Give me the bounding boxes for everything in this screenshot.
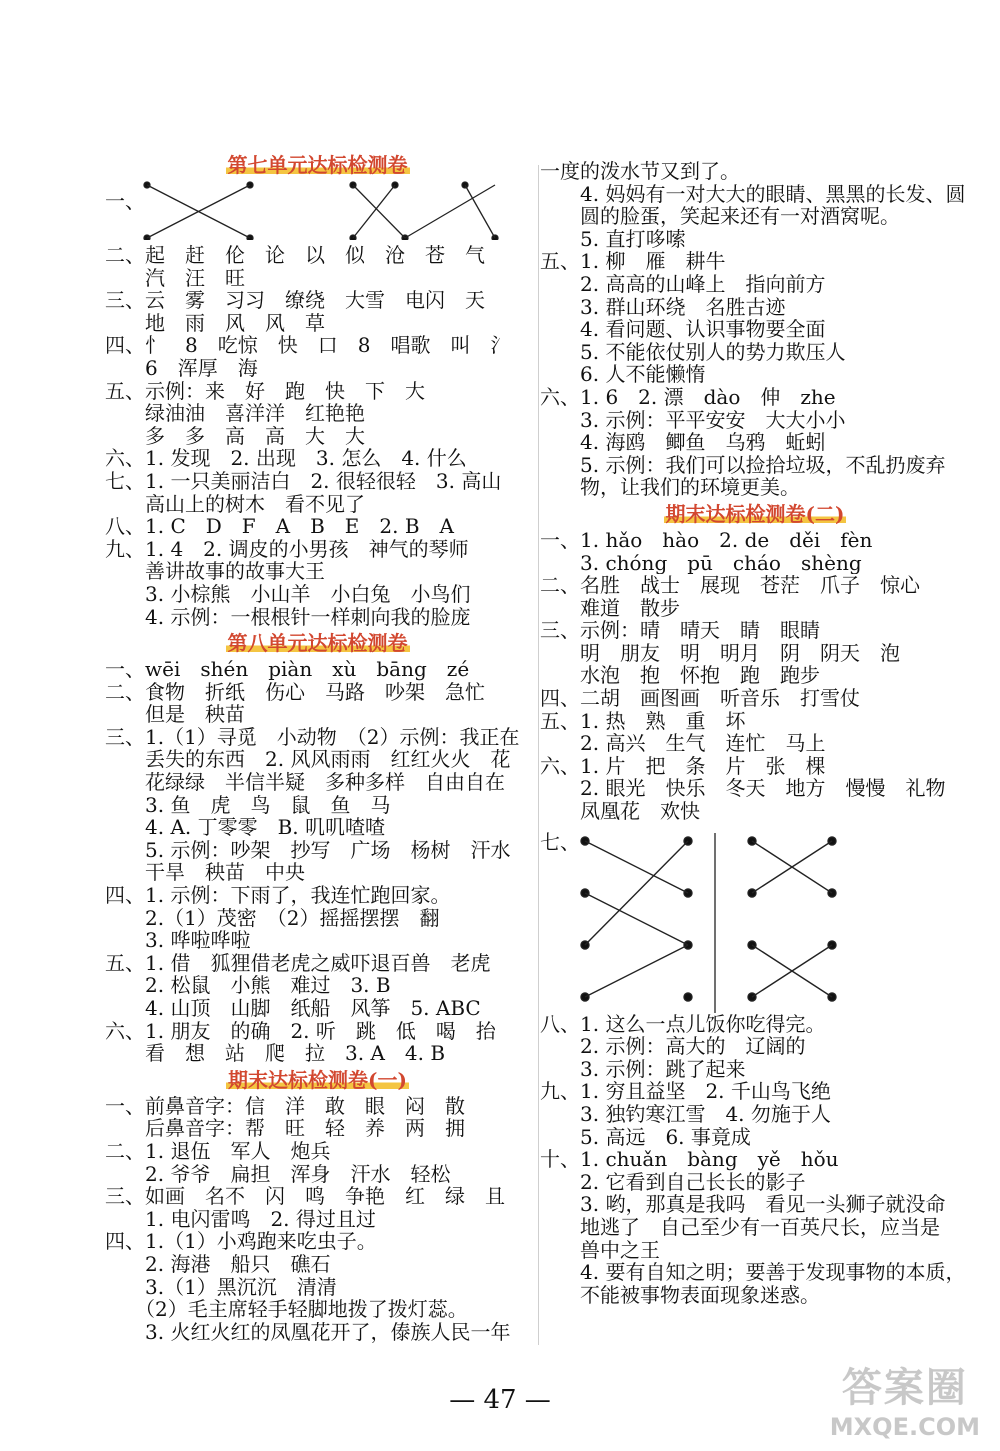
answer-line: 一、wēi shén piàn xù bāng zé [105, 658, 470, 681]
answer-line: 四、1. 示例：下雨了，我连忙跑回家。 [105, 884, 451, 907]
answer-line: 物，让我们的环境更美。 [540, 476, 800, 499]
answer-line: 汽 汪 旺 [105, 266, 245, 290]
answer-line: 花绿绿 半信半疑 多种多样 自由自在 [105, 771, 505, 794]
answer-line: 2. 松鼠 小熊 难过 3. B [105, 974, 391, 997]
answer-line: 十、1. chuǎn bàng yě hǒu [540, 1148, 839, 1171]
answer-line: 七、1. 一只美丽洁白 2. 很轻很轻 3. 高山 [105, 469, 502, 493]
column-divider [538, 165, 539, 1345]
answer-line: 5. 高远 6. 事竟成 [540, 1125, 751, 1149]
answer-line: 2. 示例：高大的 辽阔的 [540, 1035, 806, 1058]
answer-line: 2. 眼光 快乐 冬天 地方 慢慢 礼物 [540, 777, 946, 801]
answer-line: 不能被事物表面现象迷惑。 [540, 1283, 820, 1307]
answer-line: 4. 示例：一根根针一样刺向我的脸庞 [105, 605, 471, 629]
answer-line: 5. 不能依仗别人的势力欺压人 [540, 340, 846, 364]
answer-line: 5. 示例：吵架 抄写 广场 杨树 汗水 [105, 838, 511, 862]
answer-line: （2）毛主席轻手轻脚地拨了拨灯蕊。 [105, 1298, 468, 1321]
answer-line: 五、1. 借 狐狸借老虎之威吓退百兽 老虎 [105, 951, 491, 975]
answer-line: 2. 海港 船只 礁石 [105, 1252, 331, 1276]
answer-line: 六、1. 6 2. 漂 dào 伸 zhe [540, 385, 836, 409]
page-number: — 47 — [449, 1385, 551, 1415]
section-title-unit8: 第八单元达标检测卷 [227, 631, 408, 656]
answer-line: 4. 要有自知之明；要善于发现事物的本质， [540, 1261, 966, 1284]
q7-label: 七、 [540, 830, 580, 854]
answer-line: 四、二胡 画图画 听音乐 打雪仗 [540, 687, 860, 710]
answer-line: 后鼻音字：帮 旺 轻 养 两 拥 [105, 1117, 465, 1140]
section-title-final1: 期末达标检测卷(一) [228, 1067, 407, 1092]
answer-line: 水泡 抱 怀抱 跑 跑步 [540, 664, 820, 688]
answer-line: 地逃了 自己至少有一百英尺长，应当是 [540, 1215, 940, 1239]
answer-line: 5. 直打哆嗦 [540, 227, 686, 251]
answer-line: 五、1. 热 熟 重 坏 [540, 709, 746, 733]
answer-line: 3. 鱼 虎 鸟 鼠 鱼 马 [105, 793, 391, 817]
answer-line: 3. 示例：平平安安 大大小小 [540, 408, 846, 432]
answer-line: 二、1. 退伍 军人 炮兵 [105, 1139, 331, 1163]
answer-line: 4. 海鸥 鲫鱼 乌鸦 蚯蚓 [540, 431, 826, 454]
section-title-final2: 期末达标检测卷(二) [665, 501, 845, 526]
watermark-logo [830, 1356, 980, 1441]
answer-line: 九、1. 穷且益坚 2. 千山鸟飞绝 [540, 1080, 831, 1103]
answer-line: 六、1. 片 把 条 片 张 棵 [540, 754, 826, 778]
answer-line: 二、起 赶 伦 论 以 似 沧 苍 气 [105, 244, 485, 267]
answer-line: 3.（1）黑沉沉 清清 [105, 1275, 337, 1299]
answer-line: 多 多 高 高 大 大 [105, 424, 365, 448]
answer-line: 4. 山顶 山脚 纸船 风筝 5. ABC [105, 997, 481, 1020]
answer-line: 但是 秧苗 [105, 703, 245, 726]
answer-line: 2.（1）茂密 （2）摇摇摆摆 翻 [105, 906, 440, 930]
answer-line: 五、示例：来 好 跑 快 下 大 [105, 379, 425, 403]
answer-line: 3. 小棕熊 小山羊 小白兔 小鸟们 [105, 582, 471, 606]
answer-line: 2. 高高的山峰上 指向前方 [540, 272, 826, 296]
answer-line: 干旱 秧苗 中央 [105, 861, 305, 885]
answer-line: 二、食物 折纸 伤心 马路 吵架 急忙 [105, 680, 485, 704]
answer-line: 兽中之王 [540, 1238, 660, 1262]
answer-line: 一度的泼水节又到了。 [540, 160, 740, 183]
answer-line: 二、名胜 战士 展现 苍茫 爪子 惊心 [540, 574, 920, 597]
answer-line: 看 想 站 爬 拉 3. A 4. B [105, 1042, 446, 1065]
answer-line: 2. 爷爷 扁担 浑身 汗水 轻松 [105, 1162, 451, 1186]
answer-line: 一、1. hǎo hào 2. de děi fèn [540, 528, 873, 552]
answer-line: 五、1. 柳 雁 耕牛 [540, 250, 726, 273]
answer-line: 3. 哗啦哗啦 [105, 929, 251, 952]
answer-line: 3. chóng pū cháo shèng [540, 551, 862, 575]
answer-line: 3. 群山环绕 名胜古迹 [540, 295, 786, 319]
answer-line: 4. 妈妈有一对大大的眼睛、黑黑的长发、圆 [540, 182, 966, 206]
answer-line: 八、1. 这么一点儿饭你吃得完。 [540, 1012, 826, 1036]
answer-line: 善讲故事的故事大王 [105, 560, 325, 583]
answer-line: 六、1. 朋友 的确 2. 听 跳 低 喝 抬 [105, 1019, 496, 1043]
answer-line: 地 雨 风 风 草 [105, 311, 325, 335]
answer-line: 三、如画 名不 闪 鸣 争艳 红 绿 且 [105, 1185, 505, 1208]
answer-line: 四、忄 8 吃惊 快 口 8 唱歌 叫 氵 [105, 334, 511, 357]
answer-line: 三、云 雾 习习 缭绕 大雪 电闪 天 [105, 289, 485, 312]
answer-line: 凤凰花 欢快 [540, 800, 700, 823]
answer-line: 1. 电闪雷鸣 2. 得过且过 [105, 1207, 376, 1231]
answer-line: 三、示例：晴 晴天 睛 眼睛 [540, 619, 820, 642]
watermark-url: MXQE.COM [829, 1413, 980, 1441]
right-column [540, 160, 970, 1306]
watermark-text: 答案圈 [841, 1365, 968, 1411]
matching-diagram-final2 [540, 823, 970, 1013]
left-column [105, 150, 530, 1343]
answer-line: 3. 火红火红的凤凰花开了，傣族人民一年 [105, 1320, 511, 1344]
answer-line: 4. A. 丁零零 B. 叽叽喳喳 [105, 816, 386, 839]
answer-line: 一、前鼻音字：信 洋 敢 眼 闷 散 [105, 1094, 465, 1118]
answer-line: 明 朋友 明 明月 阴 阴天 泡 [540, 641, 900, 665]
answer-line: 四、1.（1）小鸡跑来吃虫子。 [105, 1230, 377, 1253]
matching-lines [540, 823, 960, 1013]
answer-line: 八、1. C D F A B E 2. B A [105, 515, 454, 538]
answer-line: 丢失的东西 2. 风风雨雨 红红火火 花 [105, 748, 511, 772]
q1-label: 一、 [105, 190, 145, 213]
answer-line: 5. 示例：我们可以捡拾垃圾，不乱扔废弃 [540, 453, 946, 477]
answer-line: 绿油油 喜洋洋 红艳艳 [105, 402, 365, 425]
answer-line: 六、1. 发现 2. 出现 3. 怎么 4. 什么 [105, 447, 467, 470]
matching-diagram-unit7 [105, 180, 530, 230]
answer-line: 圆的脸蛋，笑起来还有一对酒窝呢。 [540, 205, 900, 228]
answer-line: 高山上的树木 看不见了 [105, 492, 365, 516]
answer-line: 三、1.（1）寻觅 小动物 （2）示例：我正在 [105, 725, 520, 749]
answer-line: 3. 哟，那真是我吗 看见一头狮子就没命 [540, 1193, 946, 1216]
section-title-unit7: 第七单元达标检测卷 [227, 153, 408, 177]
answer-line: 难道 散步 [540, 596, 680, 620]
answer-line: 4. 看问题、认识事物要全面 [540, 318, 826, 341]
answer-line: 3. 独钓寒江雪 4. 勿施于人 [540, 1103, 831, 1126]
answer-line: 6 浑厚 海 [105, 356, 258, 380]
answer-line: 2. 它看到自己长长的影子 [540, 1170, 806, 1194]
answer-line: 6. 人不能懒惰 [540, 363, 706, 386]
answer-line: 3. 示例：跳了起来 [540, 1057, 746, 1081]
matching-lines [105, 180, 525, 240]
answer-line: 九、1. 4 2. 调皮的小男孩 神气的琴师 [105, 537, 469, 561]
answer-line: 2. 高兴 生气 连忙 马上 [540, 732, 826, 755]
